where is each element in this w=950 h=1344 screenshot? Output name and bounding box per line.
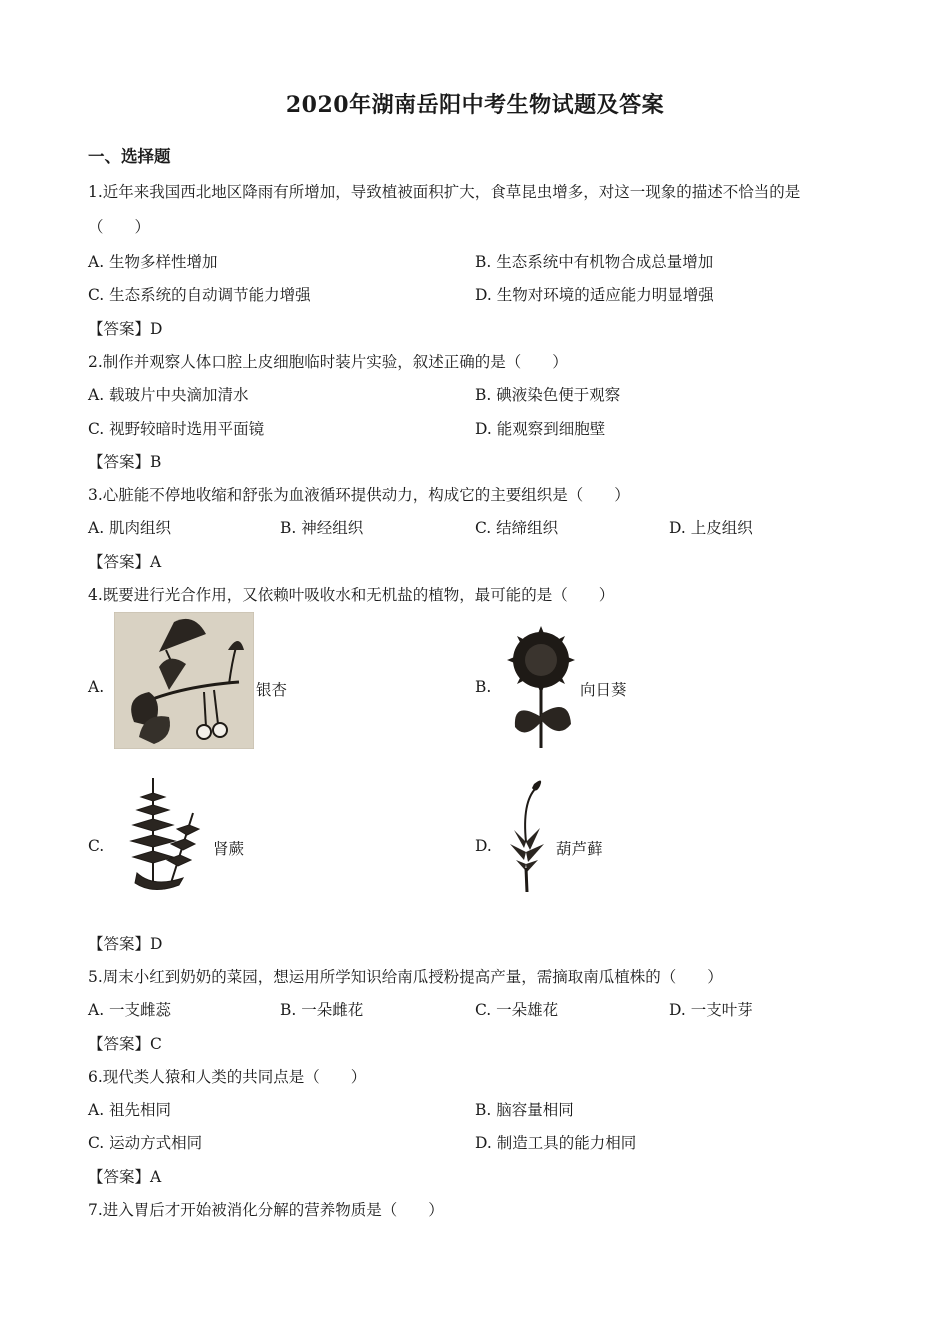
question-1-option-d: D. 生物对环境的适应能力明显增强 <box>475 286 714 304</box>
question-6-stem: 6.现代类人猿和人类的共同点是（ ） <box>88 1068 367 1086</box>
moss-illustration-icon <box>506 772 550 896</box>
question-2-option-c: C. 视野较暗时选用平面镜 <box>88 420 265 438</box>
answer-value: C <box>150 1035 162 1053</box>
question-1-option-b: B. 生态系统中有机物合成总量增加 <box>475 253 714 271</box>
question-6-option-c: C. 运动方式相同 <box>88 1134 203 1152</box>
question-4-option-b-name: 向日葵 <box>580 681 627 699</box>
question-1-stem-cont: （ ） <box>88 218 151 236</box>
answer-value: A <box>150 553 162 571</box>
answer-value: D <box>150 935 163 953</box>
question-5-stem: 5.周末小红到奶奶的菜园，想运用所学知识给南瓜授粉提高产量，需摘取南瓜植株的（ ） <box>88 968 723 986</box>
question-2-option-d: D. 能观察到细胞壁 <box>475 420 606 438</box>
answer-value: B <box>150 453 162 471</box>
question-4-option-b-letter: B. <box>475 678 492 696</box>
question-3-stem: 3.心脏能不停地收缩和舒张为血液循环提供动力，构成它的主要组织是（ ） <box>88 486 630 504</box>
ginkgo-illustration-icon <box>114 612 254 749</box>
answer-prefix: 【答案】 <box>88 453 151 471</box>
question-6-option-b: B. 脑容量相同 <box>475 1101 574 1119</box>
question-1-option-a: A. 生物多样性增加 <box>88 253 218 271</box>
answer-value: A <box>150 1168 162 1186</box>
question-1-option-c: C. 生态系统的自动调节能力增强 <box>88 286 311 304</box>
question-5-answer <box>88 1032 162 1054</box>
question-5-option-c: C. 一朵雄花 <box>475 1001 559 1019</box>
question-6-answer <box>88 1165 161 1187</box>
question-4-option-d-name: 葫芦藓 <box>556 840 603 858</box>
question-4-answer <box>88 932 162 954</box>
page-title: 2020年湖南岳阳中考生物试题及答案 <box>285 92 665 118</box>
answer-prefix: 【答案】 <box>88 1035 151 1053</box>
question-5-option-a: A. 一支雌蕊 <box>88 1001 172 1019</box>
question-4-option-a-name: 银杏 <box>256 681 288 699</box>
question-5-option-b: B. 一朵雌花 <box>280 1001 364 1019</box>
question-4-stem: 4.既要进行光合作用，又依赖叶吸收水和无机盐的植物，最可能的是（ ） <box>88 586 615 604</box>
fern-illustration-icon <box>123 773 211 895</box>
question-3-option-a: A. 肌肉组织 <box>88 519 172 537</box>
question-6-option-d: D. 制造工具的能力相同 <box>475 1134 637 1152</box>
sunflower-illustration-icon <box>503 622 579 748</box>
question-5-option-d: D. 一支叶芽 <box>669 1001 753 1019</box>
question-2-option-a: A. 载玻片中央滴加清水 <box>88 386 249 404</box>
question-3-option-b: B. 神经组织 <box>280 519 364 537</box>
question-1-stem: 1.近年来我国西北地区降雨有所增加，导致植被面积扩大，食草昆虫增多，对这一现象的描述不恰当的是 <box>88 183 801 201</box>
question-6-option-a: A. 祖先相同 <box>88 1101 172 1119</box>
question-4-option-c-letter: C. <box>88 837 105 855</box>
question-2-stem: 2.制作并观察人体口腔上皮细胞临时装片实验，叙述正确的是（ ） <box>88 353 568 371</box>
question-1-answer <box>88 317 162 339</box>
answer-prefix: 【答案】 <box>88 1168 151 1186</box>
answer-value: D <box>150 320 163 338</box>
question-2-option-b: B. 碘液染色便于观察 <box>475 386 621 404</box>
question-3-answer <box>88 550 161 572</box>
question-3-option-d: D. 上皮组织 <box>669 519 753 537</box>
section-heading: 一、选择题 <box>88 147 171 166</box>
answer-prefix: 【答案】 <box>88 320 151 338</box>
question-2-answer <box>88 450 161 472</box>
question-3-option-c: C. 结缔组织 <box>475 519 559 537</box>
answer-prefix: 【答案】 <box>88 553 151 571</box>
question-4-option-d-letter: D. <box>475 837 492 855</box>
question-4-option-a-letter: A. <box>88 678 105 696</box>
question-7-stem: 7.进入胃后才开始被消化分解的营养物质是（ ） <box>88 1201 444 1219</box>
answer-prefix: 【答案】 <box>88 935 151 953</box>
question-4-option-c-name: 肾蕨 <box>213 840 245 858</box>
